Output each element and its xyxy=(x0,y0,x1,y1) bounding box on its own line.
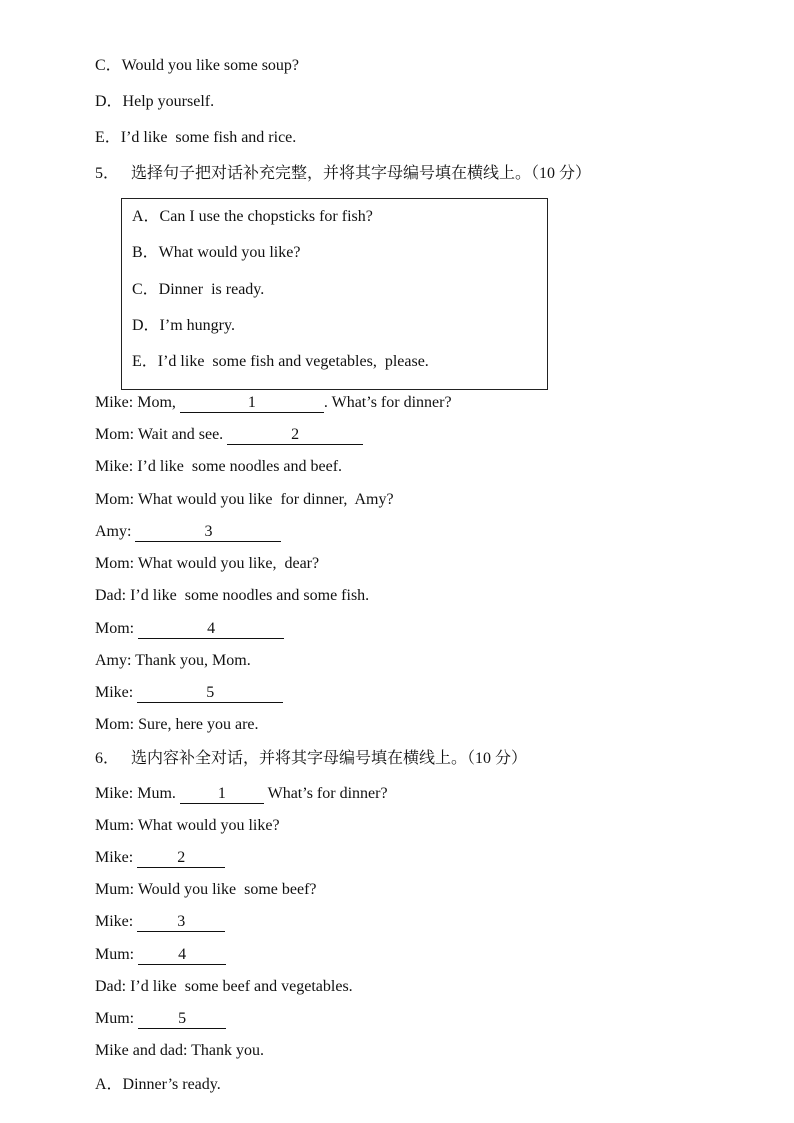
speaker-text: Mom: xyxy=(95,620,139,637)
blank-2[interactable]: 2 xyxy=(137,849,225,868)
q5-dialogue-line-11: Mom: Sure, here you are. xyxy=(95,716,259,733)
speaker-text: Mum: xyxy=(95,946,139,963)
blank-3[interactable]: 3 xyxy=(137,913,225,932)
q5-dialogue-line-6: Mom: What would you like, dear? xyxy=(95,555,320,572)
q5-dialogue-line-8 xyxy=(95,619,284,639)
prev-option-d: D．Help yourself. xyxy=(95,93,215,110)
q5-dialogue-line-4: Mom: What would you like for dinner, Amy? xyxy=(95,491,394,508)
dialogue-text: . What’s for dinner? xyxy=(323,394,452,411)
speaker-text: Mike: Mom, xyxy=(95,394,180,411)
option-a: A．Can I use the chopsticks for fish? xyxy=(132,208,373,225)
question-5-title: 5． 选择句子把对话补充完整，并将其字母编号填在横线上。（10 分） xyxy=(95,165,592,182)
q5-dialogue-line-3: Mike: I’d like some noodles and beef. xyxy=(95,458,343,475)
blank-1[interactable]: 1 xyxy=(180,785,264,804)
blank-4[interactable]: 4 xyxy=(138,946,226,965)
question-6-title: 6． 选内容补全对话，并将其字母编号填在横线上。（10 分） xyxy=(95,750,528,767)
q6-dialogue-line-9: Mike and dad: Thank you. xyxy=(95,1042,265,1059)
q6-dialogue-line-6 xyxy=(95,945,226,965)
q6-dialogue-line-4: Mum: Would you like some beef? xyxy=(95,881,317,898)
question-5-options-box xyxy=(121,198,548,390)
speaker-text: Mike: xyxy=(95,684,138,701)
blank-3[interactable]: 3 xyxy=(135,523,281,542)
q5-dialogue-line-5 xyxy=(95,522,281,542)
q5-dialogue-line-1 xyxy=(95,393,452,413)
speaker-text: Mike: xyxy=(95,913,138,930)
q6-dialogue-line-8 xyxy=(95,1009,226,1029)
option-b: B．What would you like? xyxy=(132,244,301,261)
prev-option-e: E．I’d like some fish and rice. xyxy=(95,129,297,146)
q6-dialogue-line-1 xyxy=(95,784,388,804)
dialogue-text: What’s for dinner? xyxy=(263,785,388,802)
speaker-text: Amy: xyxy=(95,523,136,540)
blank-2[interactable]: 2 xyxy=(227,426,363,445)
blank-5[interactable]: 5 xyxy=(138,1010,226,1029)
blank-4[interactable]: 4 xyxy=(138,620,284,639)
q5-dialogue-line-2 xyxy=(95,425,363,445)
q6-dialogue-line-5 xyxy=(95,912,225,932)
q5-dialogue-line-10 xyxy=(95,683,283,703)
q5-dialogue-line-9: Amy: Thank you, Mom. xyxy=(95,652,251,669)
option-c: C．Dinner is ready. xyxy=(132,281,265,298)
prev-option-c: C．Would you like some soup? xyxy=(95,57,300,74)
q5-dialogue-line-7: Dad: I’d like some noodles and some fish. xyxy=(95,587,370,604)
q6-option-a: A．Dinner’s ready. xyxy=(95,1076,221,1093)
blank-1[interactable]: 1 xyxy=(180,394,324,413)
q6-dialogue-line-2: Mum: What would you like? xyxy=(95,817,280,834)
speaker-text: Mom: Wait and see. xyxy=(95,426,228,443)
option-d: D．I’m hungry. xyxy=(132,317,235,334)
option-e: E．I’d like some fish and vegetables, please. xyxy=(132,353,429,370)
speaker-text: Mike: Mum. xyxy=(95,785,180,802)
q6-dialogue-line-7: Dad: I’d like some beef and vegetables. xyxy=(95,978,353,995)
q6-dialogue-line-3 xyxy=(95,848,225,868)
speaker-text: Mike: xyxy=(95,849,138,866)
blank-5[interactable]: 5 xyxy=(137,684,283,703)
speaker-text: Mum: xyxy=(95,1010,139,1027)
